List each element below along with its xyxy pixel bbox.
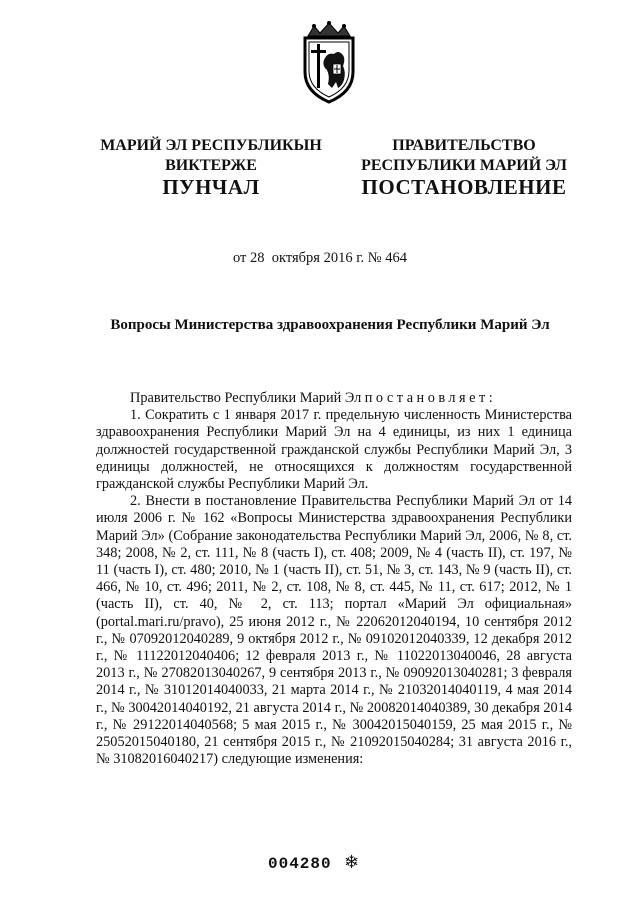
document-number: 464	[385, 250, 408, 266]
header-left	[88, 136, 334, 176]
paragraph-1: 1. Сократить с 1 января 2017 г. предельную численность Министерства здравоохранения Республики Марий Эл на 4 единицы, из них 1 единица должностей государственной гражданской службы Республики Марий Эл, 3 единицы должностей, не относящихся к должностям государственной гражданской службы Республики Марий Эл.	[96, 407, 572, 493]
intro-verb: постановляет:	[364, 390, 497, 406]
doctype-right: ПОСТАНОВЛЕНИЕ	[361, 175, 567, 199]
header-right	[352, 136, 576, 176]
doctype-left: ПУНЧАЛ	[162, 175, 260, 199]
date-line	[0, 250, 640, 267]
number-label: №	[367, 250, 382, 266]
date-prefix: от	[232, 250, 247, 266]
paragraph-2: 2. Внести в постановление Правительства Республики Марий Эл от 14 июля 2006 г. № 162 «Вопросы Министерства здравоохранения Республики Марий Эл» (Собрание законодательства Республики Марий Эл, 2006, № 8, ст. 348; 2008, № 2, ст. 111, № 8 (часть I), ст. 408; 2009, № 4 (часть II), ст. 197, № 11 (часть I), ст. 480; 2010, № 1 (часть II), ст. 51, № 3, ст. 143, № 9 (часть II), ст. 466, № 10, ст. 496; 2011, № 2, ст. 108, № 8, ст. 445, № 11, ст. 617; 2012, № 1 (часть II), ст. 40, № 2, ст. 113; портал «Марий Эл официальная» (portal.mari.ru/pravo), 25 июня 2012 г., № 22062012040194, 10 сентября 2012 г., № 07092012040289, 9 октября 2012 г., № 09102012040339, 12 декабря 2012 г., № 11122012040406; 12 февраля 2013 г., № 11022013040046, 28 августа 2013 г., № 27082013040267, 9 сентября 2013 г., № 09092013040281; 3 февраля 2014 г., № 31012014040033, 21 марта 2014 г., № 21032014040119, 4 мая 2014 г., № 30042014040192, 21 августа 2014 г., № 20082014040389, 30 декабря 2014 г., № 29122014040568; 5 мая 2015 г., № 30042015040159, 25 мая 2015 г., № 25052015040180, 21 сентября 2015 г., № 21092015040284; 31 августа 2016 г., № 31082016040217) следующие изменения:	[96, 493, 572, 768]
date-day: 28	[250, 250, 265, 266]
document-title: Вопросы Министерства здравоохранения Республики Марий Эл	[110, 317, 550, 333]
header-left-line2: ВИКТЕРЖЕ	[165, 157, 257, 174]
header-right-line2: РЕСПУБЛИКИ МАРИЙ ЭЛ	[361, 157, 567, 174]
intro-paragraph	[96, 390, 572, 407]
serial-number: 004280	[268, 855, 332, 873]
snowflake-mark-icon: ❄	[344, 852, 360, 872]
coat-of-arms-emblem	[300, 20, 358, 104]
date-month-year: октября 2016 г.	[271, 250, 365, 266]
document-body	[96, 390, 572, 768]
header-right-line1: ПРАВИТЕЛЬСТВО	[392, 137, 536, 154]
header-left-line1: МАРИЙ ЭЛ РЕСПУБЛИКЫН	[100, 137, 322, 154]
intro-subject: Правительство Республики Марий Эл	[130, 390, 362, 406]
